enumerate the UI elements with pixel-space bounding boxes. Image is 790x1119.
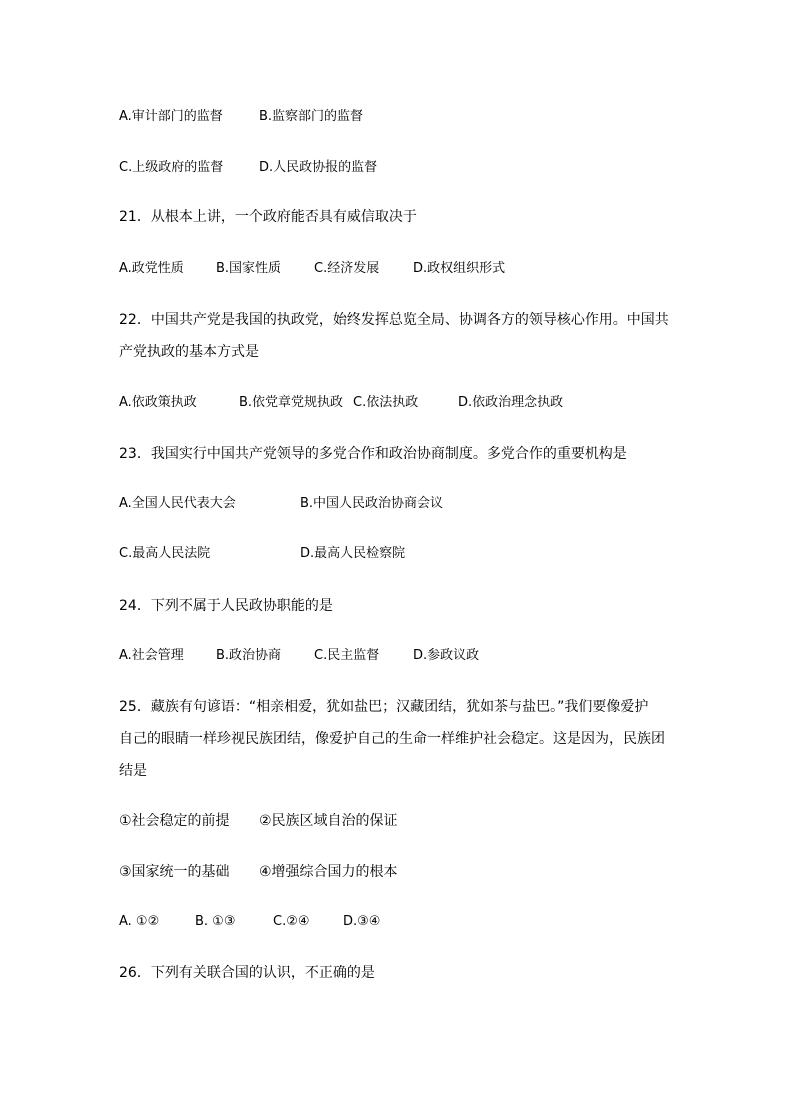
question-23-option-c: C.最高人民法院: [119, 546, 211, 561]
question-21-option-b: B.国家性质: [216, 261, 282, 276]
question-22-option-d: D.依政治理念执政: [458, 395, 564, 410]
question-25-item-1: ①社会稳定的前提: [119, 813, 230, 829]
question-24-option-b: B.政治协商: [216, 648, 282, 663]
question-24-option-a: A.社会管理: [119, 648, 184, 663]
question-25-option-c: C.②④: [273, 914, 310, 929]
question-26-stem: 26．下列有关联合国的认识，不正确的是: [119, 965, 375, 981]
question-24-option-d: D.参政议政: [413, 648, 480, 663]
question-23-option-b: B.中国人民政治协商会议: [300, 496, 444, 511]
question-22-option-c: C.依法执政: [353, 395, 419, 410]
question-23-option-a: A.全国人民代表大会: [119, 496, 236, 511]
question-25-stem-line3: 结是: [119, 763, 147, 779]
question-25-item-2: ②民族区域自治的保证: [259, 813, 398, 829]
question-24-stem: 24．下列不属于人民政协职能的是: [119, 598, 333, 614]
question-25-item-3: ③国家统一的基础: [119, 864, 230, 880]
question-25-item-4: ④增强综合国力的根本: [259, 864, 398, 880]
question-21-stem: 21．从根本上讲，一个政府能否具有威信取决于: [119, 209, 417, 225]
option-prev-a: A.审计部门的监督: [119, 109, 223, 124]
question-25-option-b: B. ①③: [195, 914, 236, 929]
question-23-stem: 23．我国实行中国共产党领导的多党合作和政治协商制度。多党合作的重要机构是: [119, 446, 627, 462]
question-22-option-b: B.依党章党规执政: [239, 395, 344, 410]
question-25-option-a: A. ①②: [119, 914, 160, 929]
question-25-stem-line2: 自己的眼睛一样珍视民族团结，像爱护自己的生命一样维护社会稳定。这是因为，民族团: [119, 731, 665, 747]
question-25-option-d: D.③④: [343, 914, 381, 929]
question-22-option-a: A.依政策执政: [119, 395, 197, 410]
option-prev-c: C.上级政府的监督: [119, 160, 224, 175]
question-22-stem-line2: 产党执政的基本方式是: [119, 344, 259, 360]
question-21-option-a: A.政党性质: [119, 261, 184, 276]
option-prev-b: B.监察部门的监督: [259, 109, 364, 124]
question-25-stem-line1: 25．藏族有句谚语：“相亲相爱，犹如盐巴；汉藏团结，犹如茶与盐巴。”我们要像爱护: [119, 699, 649, 715]
question-21-option-c: C.经济发展: [314, 261, 380, 276]
question-21-option-d: D.政权组织形式: [413, 261, 506, 276]
question-23-option-d: D.最高人民检察院: [300, 546, 406, 561]
question-24-option-c: C.民主监督: [314, 648, 380, 663]
option-prev-d: D.人民政协报的监督: [259, 160, 378, 175]
question-22-stem-line1: 22．中国共产党是我国的执政党，始终发挥总览全局、协调各方的领导核心作用。中国共: [119, 312, 669, 328]
